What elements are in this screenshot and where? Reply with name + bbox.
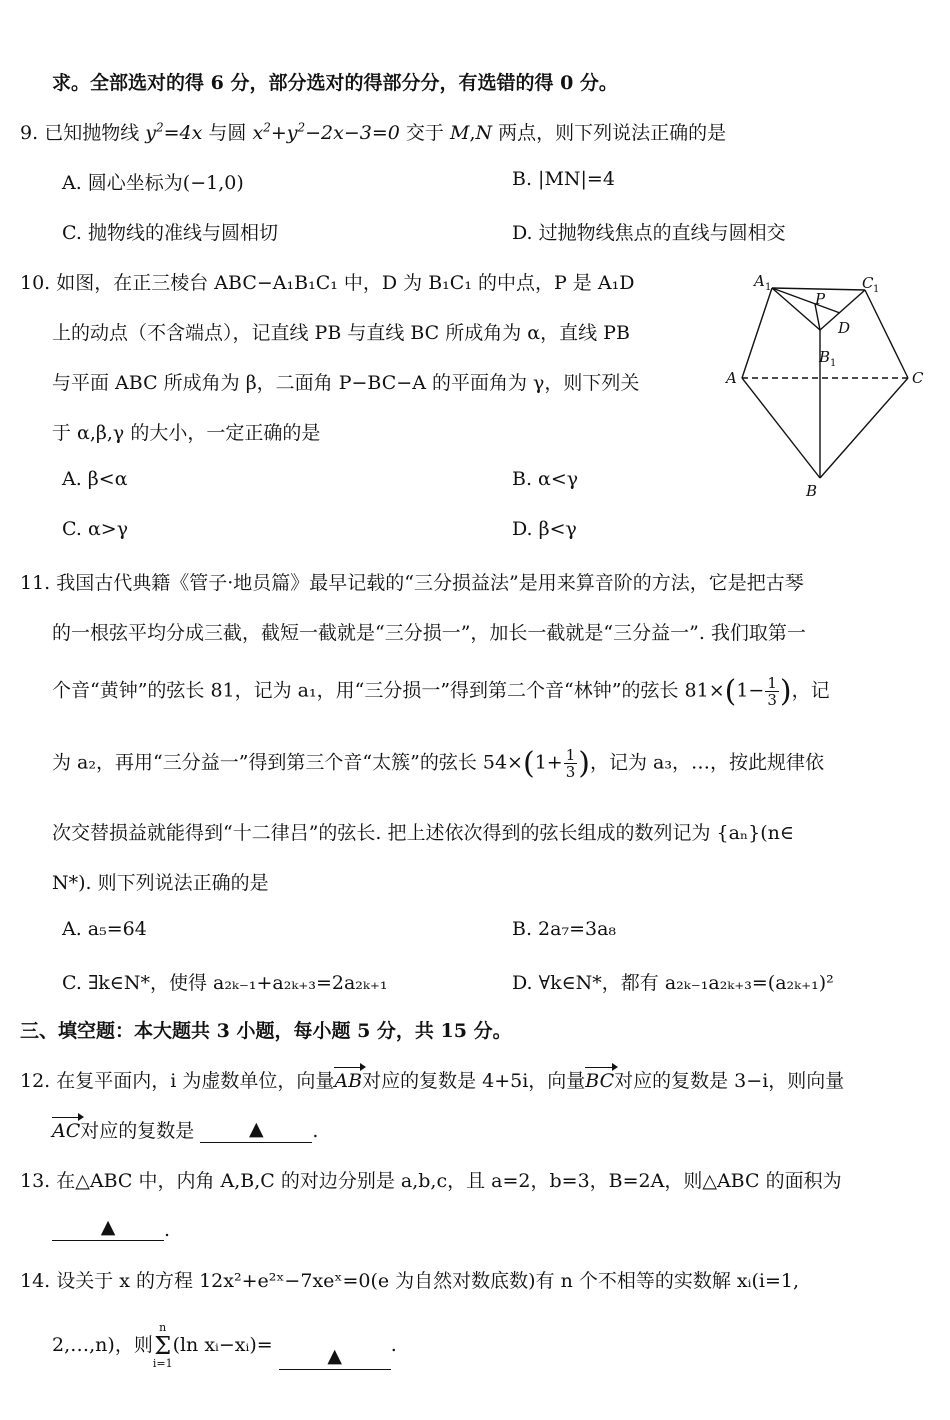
q11-line-3: 个音“黄钟”的弦长 81，记为 a₁，用“三分损一”得到第二个音“林钟”的弦长 81×(1− $\frac{1}{3}$ )，记 — [52, 674, 830, 709]
edge-c1c — [865, 290, 908, 378]
vector-ab: AB — [334, 1070, 363, 1092]
q12-line-2-text: 对应的复数是 — [80, 1120, 195, 1142]
section2-instruction-tail: 求。全部选对的得 6 分，部分选对的得部分分，有选错的得 0 分。 — [52, 72, 618, 94]
q11-option-c: C. ∃k∈N*，使得 a₂ₖ₋₁+a₂ₖ₊₃=2a₂ₖ₊₁ — [62, 972, 388, 994]
edge-ab — [742, 378, 820, 478]
q12-line-2 — [52, 1116, 318, 1143]
vector-bc: BC — [585, 1070, 615, 1092]
q11-option-d: D. ∀k∈N*，都有 a₂ₖ₋₁a₂ₖ₊₃=(a₂ₖ₊₁)² — [512, 972, 834, 994]
q9-stem-a: 已知抛物线 — [44, 122, 140, 144]
q9-option-c: C. 抛物线的准线与圆相切 — [62, 222, 278, 244]
label-a: A — [726, 369, 737, 387]
q11-line-4c: ，记为 a₃，…，按此规律依 — [589, 751, 824, 774]
q11-line-4: 为 a₂，再用“三分益一”得到第三个音“太簇”的弦长 54×(1+ $\frac{1}{3}$ )，记为 a₃，…，按此规律依 — [52, 746, 824, 781]
label-a1-sub: 1 — [765, 282, 772, 293]
q9-option-d: D. 过抛物线焦点的直线与圆相交 — [512, 222, 786, 244]
label-c: C — [912, 369, 924, 387]
fraction-one-third: $\frac{1}{3}$ — [767, 674, 777, 709]
label-d: D — [838, 319, 851, 337]
edge-a1b1 — [772, 288, 820, 330]
label-b1: B — [819, 348, 831, 366]
label-a1: A — [754, 272, 765, 290]
q11-line-3c: ，记 — [791, 679, 830, 702]
q11-line-2: 的一根弦平均分成三截，截短一截就是“三分损一”，加长一截就是“三分益一”. 我们取第一 — [52, 622, 806, 644]
q12-line-1c: 对应的复数是 3−i，则向量 — [614, 1070, 845, 1092]
q14-line-2 — [52, 1322, 397, 1370]
label-p: P — [815, 290, 826, 308]
q13-line-2 — [52, 1216, 170, 1241]
q9-option-a: A. 圆心坐标为(−1,0) — [62, 172, 244, 194]
summation: n Σ i=1 — [152, 1321, 173, 1370]
q9-stem-c: 交于 — [405, 122, 444, 144]
q12-line-1a: 12. 在复平面内，i 为虚数单位，向量 — [20, 1070, 335, 1092]
q10-option-a: A. β<α — [62, 468, 128, 490]
q12-line-1b: 对应的复数是 4+5i，向量 — [362, 1070, 586, 1092]
q9-option-b: B. |MN|=4 — [512, 168, 615, 190]
section3-heading: 三、填空题：本大题共 3 小题，每小题 5 分，共 15 分。 — [20, 1020, 512, 1042]
segment-a1d — [772, 288, 840, 313]
q11-line-3a: 个音“黄钟”的弦长 81，记为 a₁，用“三分损一”得到第二个音“林钟”的弦长 81× — [52, 679, 725, 702]
question-9-stem: 9. 已知抛物线 $y^2=4x$ 与圆 $x^2+y^2-2x-3=0$ 交于 M,N 两点，则下列说法正确的是 — [20, 120, 727, 144]
vector-ac: AC — [52, 1120, 81, 1142]
q9-parabola-eq: $y^2=4x$ — [145, 120, 203, 144]
q10-option-c: C. α>γ — [62, 518, 129, 540]
q10-line-4: 于 α,β,γ 的大小，一定正确的是 — [52, 422, 321, 444]
q10-option-d: D. β<γ — [512, 518, 577, 540]
q11-option-b: B. 2a₇=3a₈ — [512, 918, 617, 940]
q11-line-5: 次交替损益就能得到“十二律吕”的弦长. 把上述依次得到的弦长组成的数列记为 {aₙ}(n∈ — [52, 822, 794, 844]
edge-cb — [820, 378, 908, 478]
q11-line-1: 11. 我国古代典籍《管子·地员篇》最早记载的“三分损益法”是用来算音阶的方法，它是把古琴 — [20, 572, 804, 594]
q14-line-2b: (ln xᵢ−xᵢ)= — [172, 1334, 273, 1356]
q10-option-b: B. α<γ — [512, 468, 579, 490]
q14-answer-blank: ▲ — [279, 1345, 391, 1370]
q14-line-2a: 2,…,n)，则 — [52, 1334, 153, 1356]
label-b: B — [806, 482, 818, 500]
q10-line-3: 与平面 ABC 所成角为 β，二面角 P−BC−A 的平面角为 γ，则下列关 — [52, 372, 640, 394]
edge-a1a — [742, 288, 772, 378]
q13-line-1: 13. 在△ABC 中，内角 A,B,C 的对边分别是 a,b,c，且 a=2，b=3，B=2A，则△ABC 的面积为 — [20, 1170, 842, 1192]
q12-line-1 — [20, 1066, 844, 1093]
q14-period: . — [390, 1334, 397, 1356]
q9-circle-eq: $x^2+y^2-2x-3=0$ — [252, 120, 400, 144]
q12-answer-blank: ▲ — [200, 1118, 312, 1143]
q9-stem-d: 两点，则下列说法正确的是 — [498, 122, 727, 144]
q11-line-6: N*). 则下列说法正确的是 — [52, 872, 269, 894]
q11-option-a: A. a₅=64 — [62, 918, 147, 940]
q14-line-1: 14. 设关于 x 的方程 12x²+e²ˣ−7xeˣ=0(e 为自然对数底数)有 n 个不相等的实数解 xᵢ(i=1, — [20, 1270, 800, 1292]
q9-points: M — [449, 122, 470, 144]
q11-line-4a: 为 a₂，再用“三分益一”得到第三个音“太簇”的弦长 54× — [52, 751, 523, 774]
fraction-one-third-2: $\frac{1}{3}$ — [565, 746, 576, 781]
q10-line-2: 上的动点（不含端点），记直线 PB 与直线 BC 所成角为 α，直线 PB — [52, 322, 630, 344]
label-c1: C — [862, 274, 874, 292]
q13-period: . — [164, 1219, 171, 1241]
q13-answer-blank: ▲ — [52, 1216, 164, 1241]
q11-line-3b: 1− — [736, 679, 765, 702]
q12-period: . — [312, 1120, 319, 1142]
q10-line-1: 10. 如图，在正三棱台 ABC−A₁B₁C₁ 中，D 为 B₁C₁ 的中点，P 是 A₁D — [20, 272, 635, 294]
q11-line-4b: 1+ — [534, 751, 563, 774]
q10-frustum-figure — [720, 268, 930, 508]
q9-number: 9. — [20, 122, 39, 144]
q9-stem-b: 与圆 — [208, 122, 247, 144]
label-b1-sub: 1 — [830, 358, 837, 369]
label-c1-sub: 1 — [873, 284, 880, 295]
